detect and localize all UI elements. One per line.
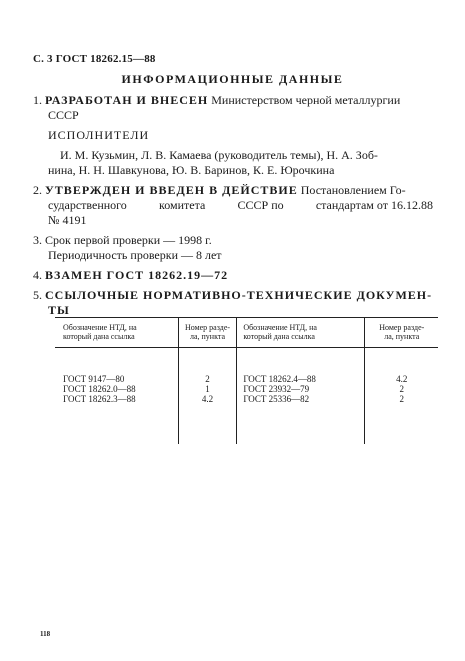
running-header: С. 3 ГОСТ 18262.15—88 bbox=[33, 53, 156, 65]
section-5-heading-continuation bbox=[48, 303, 70, 318]
table-spacer-row bbox=[55, 404, 438, 444]
col-header-text: Обозначение НТД, на bbox=[243, 323, 317, 332]
section-2 bbox=[33, 183, 406, 198]
section-3 bbox=[33, 233, 212, 248]
table-cell: ГОСТ 18262.4—88 bbox=[237, 348, 365, 385]
col-header-doc-2 bbox=[237, 318, 365, 348]
table-cell: ГОСТ 25336—82 bbox=[237, 394, 365, 404]
section-4-number: 4. bbox=[33, 268, 42, 282]
section-5-heading-tail: ТЫ bbox=[48, 303, 70, 317]
page-number: 118 bbox=[40, 630, 51, 638]
col-header-text: ла, пункта bbox=[384, 332, 420, 341]
section-3-line-2: Периодичность проверки — 8 лет bbox=[48, 248, 222, 262]
table-cell: ГОСТ 18262.3—88 bbox=[63, 394, 136, 404]
section-3-number: 3. bbox=[33, 233, 42, 247]
section-5 bbox=[33, 288, 432, 303]
table-row bbox=[55, 384, 438, 394]
page-title: ИНФОРМАЦИОННЫЕ ДАННЫЕ bbox=[121, 72, 344, 86]
table-cell: 2 bbox=[365, 394, 438, 404]
section-2-line-2 bbox=[48, 198, 433, 213]
table-header-row bbox=[55, 318, 438, 348]
col-header-text: Обозначение НТД, на bbox=[63, 323, 137, 332]
section-4-heading: ВЗАМЕН ГОСТ 18262.19—72 bbox=[45, 268, 229, 282]
section-2-word-2: комитета bbox=[159, 198, 206, 212]
table-cell: 4.2 bbox=[365, 348, 438, 385]
table-row bbox=[55, 394, 438, 404]
col-header-text: который дана ссылка bbox=[243, 332, 315, 341]
executors-line-1: И. М. Кузьмин, Л. В. Камаева (руководитель темы), Н. А. Зоб- bbox=[60, 148, 378, 162]
section-4 bbox=[33, 268, 228, 283]
table-cell: 2 bbox=[365, 384, 438, 394]
executors-line-2: нина, Н. Н. Шавкунова, Ю. В. Баринов, К. Е. Юрочкина bbox=[48, 163, 335, 177]
section-2-line-3: № 4191 bbox=[48, 213, 87, 227]
section-2-word-3: СССР по bbox=[237, 198, 284, 212]
section-1 bbox=[33, 93, 400, 108]
reference-table bbox=[55, 317, 438, 444]
table-cell: 2 bbox=[178, 348, 237, 385]
section-2-number: 2. bbox=[33, 183, 42, 197]
executors-heading: ИСПОЛНИТЕЛИ bbox=[48, 128, 150, 142]
table-cell: 1 bbox=[178, 384, 237, 394]
table-cell: ГОСТ 18262.0—88 bbox=[63, 384, 136, 394]
table-cell: ГОСТ 23932—79 bbox=[237, 384, 365, 394]
col-header-text: который дана ссылка bbox=[63, 332, 135, 341]
table-row bbox=[55, 348, 438, 385]
section-2-word-4: стандартам от 16.12.88 bbox=[315, 198, 433, 212]
col-header-section-2 bbox=[365, 318, 438, 348]
section-1-continuation: СССР bbox=[48, 108, 79, 122]
col-header-section-1 bbox=[178, 318, 237, 348]
section-1-number: 1. bbox=[33, 93, 42, 107]
section-2-heading: УТВЕРЖДЕН И ВВЕДЕН В ДЕЙСТВИЕ bbox=[45, 183, 298, 197]
section-1-heading: РАЗРАБОТАН И ВНЕСЕН bbox=[45, 93, 209, 107]
section-5-number: 5. bbox=[33, 288, 42, 302]
section-3-line-1: Срок первой проверки — 1998 г. bbox=[45, 233, 212, 247]
section-1-text: Министерством черной металлургии bbox=[211, 93, 401, 107]
col-header-text: Номер разде- bbox=[184, 323, 231, 332]
table-cell: ГОСТ 9147—80 bbox=[63, 374, 125, 384]
section-2-text: Постановлением Го- bbox=[300, 183, 406, 197]
col-header-doc-1 bbox=[55, 318, 178, 348]
table-cell: 4.2 bbox=[178, 394, 237, 404]
col-header-text: Номер разде- bbox=[379, 323, 425, 332]
section-2-word-1: сударственного bbox=[48, 198, 127, 212]
section-5-heading: ССЫЛОЧНЫЕ НОРМАТИВНО-ТЕХНИЧЕСКИЕ ДОКУМЕН- bbox=[45, 288, 433, 302]
col-header-text: ла, пункта bbox=[189, 332, 225, 341]
